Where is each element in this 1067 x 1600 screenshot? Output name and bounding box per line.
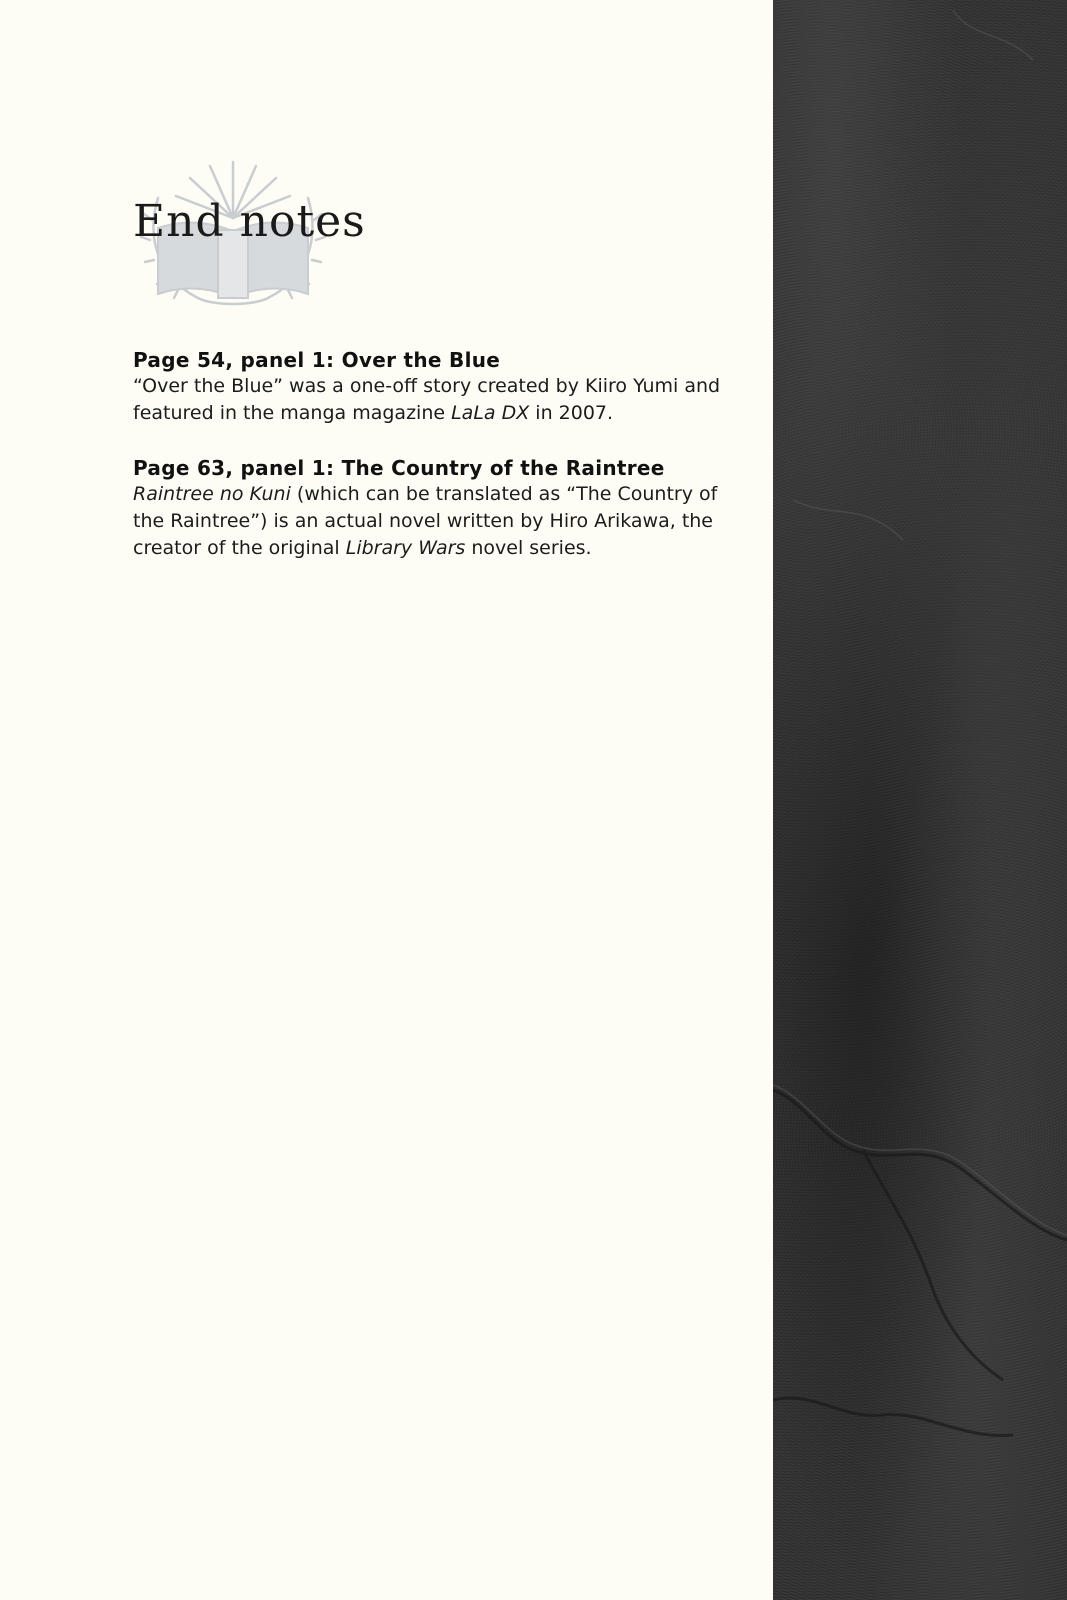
note-body-italic-text: Library Wars xyxy=(345,537,466,559)
end-note xyxy=(133,347,733,427)
note-body-text: in 2007. xyxy=(529,402,614,424)
note-body-italic-text: LaLa DX xyxy=(451,402,530,424)
note-body xyxy=(133,373,733,427)
stone-texture-panel xyxy=(773,0,1067,1600)
page-title: End notes xyxy=(133,196,366,247)
note-heading: Page 54, panel 1: Over the Blue xyxy=(133,348,501,372)
note-body-text: novel series. xyxy=(465,537,592,559)
note-body-text: “Over the Blue” was a one-off story created by Kiiro Yumi and featured in the manga magazine xyxy=(133,375,721,424)
note-body-italic-text: Raintree no Kuni xyxy=(133,483,291,505)
note-heading: Page 63, panel 1: The Country of the Raintree xyxy=(133,456,665,480)
note-body-text: (which can be translated as “The Country of the Raintree”) is an actual novel written by Hiro Arikawa, the creator of the original xyxy=(133,483,718,559)
end-note xyxy=(133,455,733,562)
note-body xyxy=(133,481,733,562)
